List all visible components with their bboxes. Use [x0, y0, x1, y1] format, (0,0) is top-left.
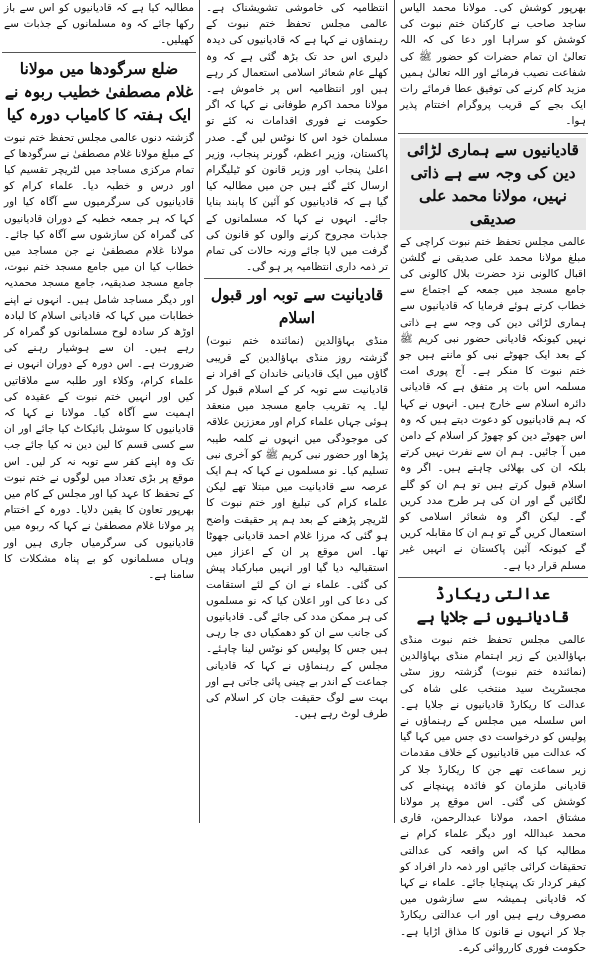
- article-court-record: عالمی مجلس تحفظ ختم نبوت منڈی بہاؤالدین کے زیر اہتمام منڈی بہاؤالدین (نمائندہ ختم نبوت) گزشتہ روز سٹی مجسٹریٹ سید منتخب علی شاہ کی عدالت کا ریکارڈ قادیانیوں نے جلایا ہے۔ اس سلسلہ میں مجلس کے رہنماؤں نے پولیس کو درخواست دی جس میں کہا گیا کہ عدالت میں قادیانیوں کے خلاف مقدمات زیر سماعت تھے جن کا ریکارڈ جلا کر قادیانی ملزمان کو فائدہ پہنچانے کی کوشش کی گئی۔ اس موقع پر مولانا مشتاق احمد، مولانا عبدالرحمن، قاری محمد عبداللہ اور دیگر علماء کرام نے مطالبہ کیا کہ اس واقعہ کی عدالتی تحقیقات کرائی جائیں اور ذمہ دار افراد کو کیفر کردار تک پہنچایا جائے۔ علماء نے کہا کہ قادیانی ہمیشہ سے سازشوں میں مصروف رہے ہیں اور اب عدالتی ریکارڈ جلا کر انہوں نے قانون کا مذاق اڑایا ہے۔ حکومت فوری کارروائی کرے۔: [400, 633, 586, 954]
- divider: [398, 133, 588, 134]
- column-rule: [394, 0, 395, 823]
- divider: [398, 577, 588, 578]
- article-sargodha-tour: گزشتہ دنوں عالمی مجلس تحفظ ختم نبوت کے مبلغ مولانا غلام مصطفیٰ نے سرگودھا کے تمام مرکزی مساجد میں لٹریچر تقسیم کیا اور درس و خطبہ دیا۔ علماء کرام کو قادیانیوں کی سرگرمیوں سے آگاہ کیا اور کہا کہ ہر جمعہ خطبہ کے دوران قادیانیوں کی گمراہ کن سازشوں سے آگاہ کیا جائے۔ مولانا غلام مصطفیٰ نے جن مساجد میں خطاب کیا ان میں جامع مسجد ختم نبوت، جامع مسجد صدیقیہ، جامع مسجد محمدیہ اور دیگر مساجد شامل ہیں۔ انہوں نے اپنے خطابات میں کہا کہ قادیانی اسلام کا لبادہ اوڑھ کر سادہ لوح مسلمانوں کو گمراہ کر رہے ہیں۔ ان سے ہوشیار رہنے کی ضرورت ہے۔ اس دورہ کے دوران انہوں نے علماء کرام، وکلاء اور طلبہ سے ملاقاتیں کیں اور انہیں ختم نبوت کے عقیدہ کی اہمیت سے آگاہ کیا۔ مولانا نے کہا کہ قادیانیوں کا سوشل بائیکاٹ کیا جائے اور ان سے کسی قسم کا لین دین نہ کیا جائے جب تک وہ اپنے کفر سے توبہ نہ کر لیں۔ اس موقع پر بڑی تعداد میں لوگوں نے ختم نبوت کے تحفظ کا عہد کیا اور مجلس کے کام میں بھرپور تعاون کا یقین دلایا۔ دورہ کے اختتام پر مولانا غلام مصطفیٰ نے کہا کہ ربوہ میں قادیانیوں کی سرگرمیاں جاری ہیں اور وہاں مسلمانوں کو بے پناہ مشکلات کا سامنا ہے۔: [4, 131, 194, 582]
- headline-siddiqui: قادیانیوں سے ہماری لڑائی دین کی وجہ سے ہے ذاتی نہیں، مولانا محمد علی صدیقی: [400, 138, 586, 230]
- article-conversion: منڈی بہاؤالدین (نمائندہ ختم نبوت) گزشتہ روز منڈی بہاؤالدین کے قریبی گاؤں میں ایک قادیانی خاندان کے افراد نے قادیانیت سے توبہ کر کے اسلام قبول کر لیا۔ یہ تقریب جامع مسجد میں منعقد ہوئی جہاں علماء کرام اور معززین علاقہ کی موجودگی میں انہوں نے کلمہ طیبہ پڑھا اور حضور نبی کریم ﷺ کو آخری نبی تسلیم کیا۔ نو مسلموں نے کہا کہ ہم ایک عرصہ سے قادیانیت میں مبتلا تھے لیکن علماء کرام کی تبلیغ اور ختم نبوت کا لٹریچر پڑھنے کے بعد ہم پر حقیقت واضح ہو گئی کہ مرزا غلام احمد قادیانی جھوٹا تھا۔ اس موقع پر ان کے اعزاز میں استقبالیہ دیا گیا اور انہیں مبارکباد پیش کی گئی۔ علماء نے ان کے لئے استقامت کی دعا کی اور اعلان کیا کہ نو مسلموں کی ہر ممکن مدد کی جائے گی۔ قادیانیوں کی جانب سے ان کو دھمکیاں دی جا رہی ہیں جس کا پولیس کو نوٹس لینا چاہئے۔ مجلس کے رہنماؤں نے کہا کہ قادیانی جماعت کے اندر بے چینی پائی جاتی ہے اور بہت سے لوگ حقیقت جان کر اسلام کی طرف لوٹ رہے ہیں۔: [206, 335, 388, 721]
- column-right: [396, 0, 590, 954]
- headline-court-record: عدالتی ریکارڈ قادیانیوں نے جلایا ہے: [416, 583, 570, 626]
- col3-intro: مطالبہ کیا ہے کہ قادیانیوں کو اس سے باز رکھا جائے کہ وہ مسلمانوں کے جذبات سے کھیلیں۔: [4, 2, 194, 47]
- column-left: [0, 0, 198, 823]
- headline-sargodha-tour: ضلع سرگودھا میں مولانا غلام مصطفیٰ خطیب ربوہ نے ایک ہفتہ کا کامیاب دورہ کیا: [4, 58, 194, 124]
- column-middle: [202, 0, 392, 823]
- divider: [2, 52, 196, 53]
- col1-intro: بھرپور کوشش کی۔ مولانا محمد الیاس ساجد صاحب نے کارکنان ختم نبوت کی کوشش کو سراہا اور دعا کی کہ اللہ تعالیٰ ان تمام حضرات کو حضور ﷺ کی شفاعت نصیب فرمائے اور اللہ تعالیٰ ہمیں مزید کام کرنے کی توفیق عطا فرمائے رات ایک بجے کے قریب پروگرام اختتام پذیر ہوا۔: [400, 2, 586, 128]
- headline-conversion: قادیانیت سے توبہ اور قبول اسلام: [210, 285, 384, 328]
- article-siddiqui: عالمی مجلس تحفظ ختم نبوت کراچی کے مبلغ مولانا محمد علی صدیقی نے گلشن اقبال کالونی نزد حضرت بلال کالونی کی جامع مسجد میں جمعہ کے اجتماع سے خطاب کرتے ہوئے فرمایا کہ قادیانیوں سے ہماری لڑائی دین کی وجہ سے ہے ذاتی نہیں کیونکہ قادیانی حضور نبی کریم ﷺ کے بعد ایک جھوٹے نبی کو مانتے ہیں جو ختم نبوت کا منکر ہے۔ آج پوری امت مسلمہ اس بات پر متفق ہے کہ قادیانی دائرہ اسلام سے خارج ہیں۔ انہوں نے کہا کہ ہم قادیانیوں کو دعوت دیتے ہیں کہ وہ اس جھوٹے دین کو چھوڑ کر اسلام کے دامن میں آ جائیں۔ ہم ان سے نفرت نہیں کرتے بلکہ ان کی بھلائی چاہتے ہیں۔ اگر وہ اسلام قبول کرتے ہیں تو ہم ان کو گلے لگائیں گے اور ان کی ہر طرح مدد کریں گے۔ لیکن اگر وہ شعائر اسلامی کو استعمال کریں گے تو ہم ان کا مقابلہ کریں گے کیونکہ آئین پاکستان نے انہیں غیر مسلم قرار دیا ہے۔: [400, 235, 586, 572]
- divider: [204, 278, 390, 279]
- article-administration: انتظامیہ کی خاموشی تشویشناک ہے۔ عالمی مجلس تحفظ ختم نبوت کے رہنماؤں نے کہا ہے کہ قادیانیوں کی دیدہ دلیری اس حد تک بڑھ گئی ہے کہ وہ کھلے عام شعائر اسلامی استعمال کر رہے ہیں اور انتظامیہ اس پر خاموش ہے۔ مولانا محمد اکرم طوفانی نے کہا کہ اگر حکومت نے فوری اقدامات نہ کئے تو مسلمان خود اس کا نوٹس لیں گے۔ صدر پاکستان، وزیر اعظم، گورنر پنجاب، وزیر اعلیٰ پنجاب اور وزیر قانون کو ٹیلیگرام ارسال کئے گئے ہیں جن میں مطالبہ کیا گیا ہے کہ قادیانیوں کو آئین کا پابند بنایا جائے۔ انہوں نے کہا کہ مسلمانوں کے جذبات مجروح کرنے والوں کو قانون کی گرفت میں لایا جائے ورنہ حالات کی تمام تر ذمہ داری انتظامیہ پر ہو گی۔: [206, 2, 388, 274]
- column-rule: [199, 0, 200, 823]
